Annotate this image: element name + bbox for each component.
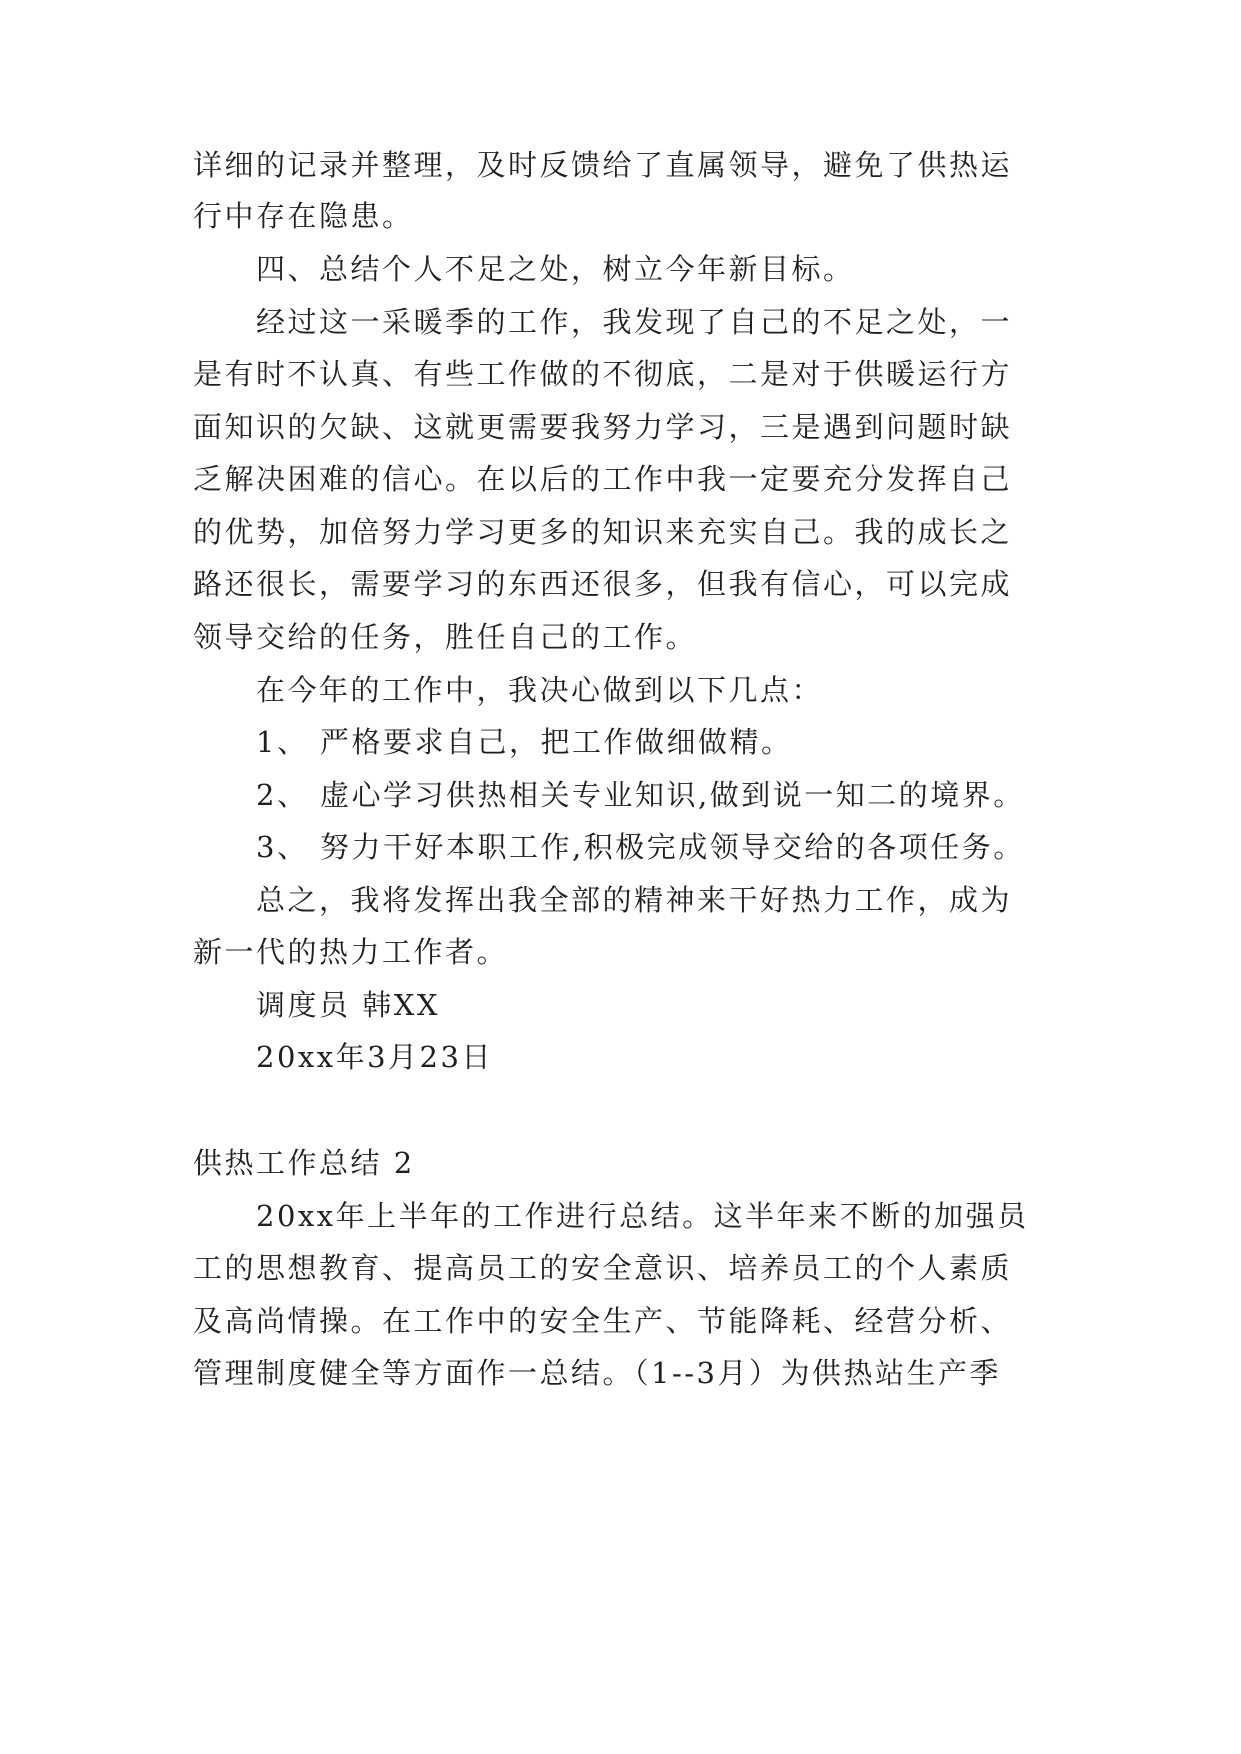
list-item — [256, 775, 1136, 815]
text-line: 面知识的欠缺、这就更需要我努力学习，三是遇到问题时缺 — [193, 410, 1013, 444]
list-number: 1、 — [256, 725, 309, 759]
text-line: 详细的记录并整理，及时反馈给了直属领导，避免了供热运 — [193, 148, 1013, 182]
text-line: 领导交给的任务，胜任自己的工作。 — [193, 620, 698, 654]
section-heading: 四、总结个人不足之处，树立今年新目标。 — [256, 252, 855, 286]
list-item — [256, 827, 1136, 867]
section-title: 供热工作总结 2 — [193, 1146, 415, 1180]
list-text: 虚心学习供热相关专业知识,做到说一知二的境界。 — [320, 778, 1025, 812]
list-item — [256, 722, 1136, 762]
text-line: 是有时不认真、有些工作做的不彻底，二是对于供暖运行方 — [193, 357, 1013, 391]
text-line: 20xx年上半年的工作进行总结。这半年来不断的加强员 — [256, 1199, 1029, 1233]
list-text: 努力干好本职工作,积极完成领导交给的各项任务。 — [320, 830, 1025, 864]
resolution-intro: 在今年的工作中，我决心做到以下几点： — [256, 673, 824, 707]
signature: 调度员 韩XX — [256, 988, 441, 1022]
text-line: 管理制度健全等方面作一总结。（1--3月）为供热站生产季 — [193, 1356, 1002, 1390]
text-line: 工的思想教育、提高员工的安全意识、培养员工的个人素质 — [193, 1251, 1013, 1285]
list-number: 3、 — [256, 830, 309, 864]
text-line: 路还很长，需要学习的东西还很多，但我有信心，可以完成 — [193, 567, 1013, 601]
text-line: 行中存在隐患。 — [193, 199, 414, 233]
list-number: 2、 — [256, 778, 309, 812]
text-line: 新一代的热力工作者。 — [193, 935, 509, 969]
list-text: 严格要求自己，把工作做细做精。 — [320, 725, 793, 759]
text-line: 及高尚情操。在工作中的安全生产、节能降耗、经营分析、 — [193, 1304, 1013, 1338]
date: 20xx年3月23日 — [256, 1040, 493, 1074]
text-line: 经过这一采暖季的工作，我发现了自己的不足之处，一 — [256, 305, 1013, 339]
text-line: 的优势，加倍努力学习更多的知识来充实自己。我的成长之 — [193, 515, 1013, 549]
text-line: 乏解决困难的信心。在以后的工作中我一定要充分发挥自己 — [193, 462, 1013, 496]
text-line: 总之，我将发挥出我全部的精神来干好热力工作，成为 — [256, 883, 1013, 917]
